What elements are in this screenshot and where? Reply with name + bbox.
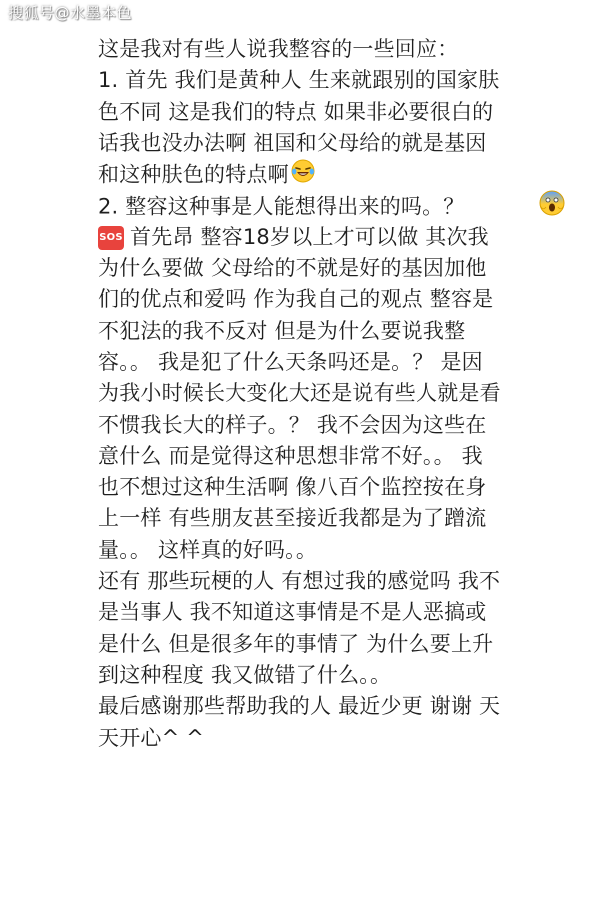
text-line: 上一样 有些朋友甚至接近我都是为了蹭流 [98,506,487,531]
post-body [98,34,508,754]
text-line: 们的优点和爱吗 作为我自己的观点 整容是 [98,287,494,312]
text-line: 和这种肤色的特点啊 [98,162,289,187]
text-line-with-sos [98,222,508,253]
text-line: 1. 首先 我们是黄种人 生来就跟别的国家肤 [98,68,500,93]
screaming-face-emoji-icon [539,190,565,225]
text-line: 还有 那些玩梗的人 有想过我的感觉吗 我不 [98,569,501,594]
text-line: 不惯我长大的样子。？ 我不会因为这些在 [98,412,487,437]
text-line: 天开心^ ^ [98,725,205,750]
sos-icon: SOS [98,226,124,250]
text-line: 为什么要做 父母给的不就是好的基因加他 [98,256,487,281]
text-line-with-emoji [98,159,508,190]
text-line: 不犯法的我不反对 但是为什么要说我整 [98,318,466,343]
text-line-with-emoji [98,190,508,221]
text-line: 意什么 而是觉得这种思想非常不好。。 我 [98,443,483,468]
text-line: 这是我对有些人说我整容的一些回应： [98,37,459,61]
bottom-fade [0,896,600,908]
text-line: 是什么 但是很多年的事情了 为什么要上升 [98,631,494,656]
text-line: 色不同 这是我们的特点 如果非必要很白的 [98,99,494,124]
text-line: 话我也没办法啊 祖国和父母给的就是基因 [98,130,487,155]
text-line: 是当事人 我不知道这事情是不是人恶搞或 [98,600,487,625]
text-line: 也不想过这种生活啊 像八百个监控按在身 [98,475,487,500]
text-line: 为我小时候长大变化大还是说有些人就是看 [98,381,501,406]
text-line: 2. 整容这种事是人能想得出来的吗。？ [98,195,465,220]
watermark: 搜狐号@水墨本色 [8,4,133,22]
text-line: 最后感谢那些帮助我的人 最近少更 谢谢 天 [98,694,501,719]
text-line: 容。。 我是犯了什么天条吗还是。？ 是因 [98,349,483,374]
text-line: 首先昂 整容18岁以上才可以做 其次我 [130,224,489,249]
text-line: 到这种程度 我又做错了什么。。 [98,662,392,687]
laughing-tears-emoji-icon [291,159,315,192]
text-line: 量。。 这样真的好吗。。 [98,537,318,562]
